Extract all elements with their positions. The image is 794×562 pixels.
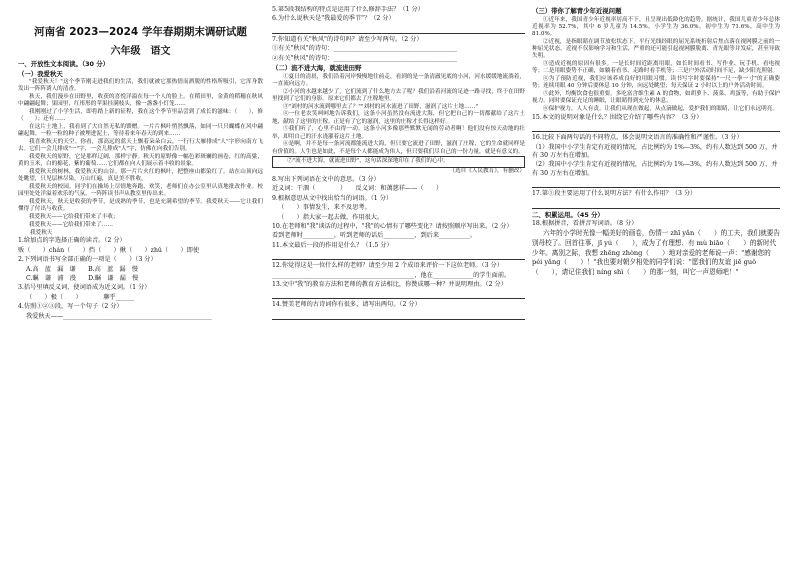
passage-paragraph: ⑤我们听了，心里不由得一动。这条小河多像那些默默无闻的劳动者啊！他们没有惊天动地的壮举，却用自己的汗水浇灌着这片土地。 bbox=[272, 126, 525, 140]
answer-line[interactable] bbox=[532, 200, 780, 209]
question-10: 10.在老师和"我"谈话的过程中，"我"的心情有了哪些变化？请按照顺序写出来。（2 分） bbox=[272, 222, 513, 230]
question-12: 12.你觉得这是一位什么样的老师？请至少用 2 个成语来评价一下这位老师。（3 分） bbox=[272, 262, 503, 270]
passage-paragraph: ④一位老农笑呵呵地告诉我们，这条小河虽然没有流进大海，但它把自己的一切都献给了这片土地，献给了这里的庄稼。正是有了它的滋润，这里的庄稼才长得这样好。 bbox=[272, 111, 525, 125]
question-16-b: （2）我国中小学生肯定有近视的情况，占比例约为 1%—3%，约有人数达到 500 万，并有 30 万左右在增加。 bbox=[532, 161, 778, 177]
question-12-line[interactable]: ______________________________________________，他在_____________的学生面前。 bbox=[272, 271, 511, 279]
question-16-a: （1）我国中小学生肯定有近视的情况，占比例约为 1%—3%，约有人数达到 500 万，并有 30 万左右在增加。 bbox=[532, 143, 778, 159]
passage-paragraph: ③"刘村的河水流到哪里去了？""刘村的河水流进了田野，滋润了这片土地……" bbox=[283, 103, 478, 110]
question-7-line-b[interactable]: ②有关"秋风"的诗句：________________________________________ bbox=[272, 54, 458, 62]
answer-line[interactable] bbox=[272, 25, 525, 34]
section-heading-reading: 一、开放性文本阅读。（30 分） bbox=[18, 60, 109, 68]
question-10-line[interactable]: 看到老师时__________，听到老师的话后__________，到后来__________。 bbox=[272, 232, 477, 240]
question-3-blanks[interactable]: （ ）极（ ） 聊乎______ bbox=[26, 293, 135, 301]
passage-paragraph: ⑥是啊，并不是每一条河流都能流进大海，但只要它流进了田野，滋润了庄稼，它的生命就同样是有价值的。人生也是如此，不是每个人都能成为伟人，但只要我们尽自己的一份力量，就是有意义的。 bbox=[272, 141, 525, 155]
question-8: 8.写出下列词语在文中的意思。（3 分） bbox=[272, 175, 380, 183]
passage-paragraph: 我刚刚过了小学生活，即将踏上新的征程，我在这个季节里品尝到了成长的滋味：（ ），修（ ）；还有…… bbox=[18, 109, 263, 123]
question-9-a[interactable]: （ ）事情发生，来不及思考。 bbox=[278, 204, 371, 212]
passage-author: 我爱秋天 bbox=[30, 229, 53, 236]
question-14: 14.赞美老师的古诗词你有很多，请写出两句。（2 分） bbox=[272, 301, 421, 309]
question-18: 18.根据拼音，看拼音写词语。（8 分） bbox=[532, 220, 638, 228]
passage-paragraph: ②近视，是指眼睛在调节放松状态下，平行光线经眼的屈光系统折射后焦点落在视网膜之前的一种屈光状态。近视不仅影响学习和生活，严重的还可能引起视网膜脱离、青光眼等并发症，甚至导致失明。 bbox=[532, 38, 780, 60]
passage-paragraph: ②小河的水越来越少了，它们流到了什么地方去了呢？我们沿着河流的足迹一路寻找，终于在田野里找到了它们的身影。原来它们都去了庄稼地里。 bbox=[272, 88, 525, 102]
passage-paragraph: ①近年来，我国青少年近视率居高不下，且呈现出低龄化的趋势。据统计，我国儿童青少年总体近视率为 52.7%，其中 6 岁儿童为 14.5%，小学生为 36.0%，初中生为 71.6%，高中生为 81.0%。 bbox=[532, 16, 780, 37]
answer-line[interactable] bbox=[272, 290, 525, 299]
question-6: 6.为什么说秋天是"我最爱的季节"？（2 分） bbox=[272, 15, 395, 23]
exam-subtitle: 六年级 语文 bbox=[110, 46, 171, 57]
passage-source-note: （选自《人民教育》，有删改） bbox=[449, 168, 525, 175]
question-15: 15.本文的说明对象是什么？围绕它介绍了哪些内容？（3 分） bbox=[532, 113, 703, 121]
passage-paragraph: 我喜欢秋天的天空。你看，那高远的蓝天上飘着朵朵白云，一行行大雁排成"人"字形向南方飞去。它们一会儿排成"一"字，一会儿排成"人"字，仿佛在向我们告别。 bbox=[18, 139, 263, 153]
answer-line[interactable] bbox=[272, 311, 525, 320]
question-13: 13.文中"我"的教育方法和老师的教育方法相比，你赞成哪一种？并说明理由。（2 分） bbox=[272, 280, 507, 288]
question-16: 16.比较下面两句话的不同特点，体会说明文语言的准确性和严谨性。（3 分） bbox=[532, 134, 743, 142]
question-7-line-a[interactable]: ①有关"秋风"的诗句：________________________________________ bbox=[272, 45, 458, 53]
column-middle bbox=[272, 6, 525, 558]
passage-title-myopia: （三）带你了解青少年近视问题 bbox=[532, 7, 622, 15]
question-4-answer-line[interactable]: 我爱秋天——________________________________________________ bbox=[26, 312, 212, 320]
passage-paragraph: 我爱秋天的校园。同学们在操场上尽情地奔跑、欢笑，老师们在办公室里认真地批改作业。校园里处处洋溢着欢乐的气氛，一阵阵读书声从教室里传出来。 bbox=[18, 184, 263, 198]
question-7: 7.你知道有关"秋风"的诗句吗？请至少写两句。（2 分） bbox=[272, 35, 423, 43]
passage-paragraph: 我爱秋天的树林，我爱秋天的山谷。那一片片火红的枫叶，把整座山都染红了。站在山顶向远处眺望，只见层林尽染，万山红遍，真是美不胜收。 bbox=[18, 169, 263, 183]
question-9-b[interactable]: （ ）指大家一起去做，作用很大。 bbox=[278, 213, 384, 221]
question-11: 11.本文最后一段的作用是什么？（1.5 分） bbox=[272, 241, 393, 249]
answer-line[interactable] bbox=[272, 251, 525, 260]
question-2: 2.下列词语书写全部正确的一项是（ ）（3 分） bbox=[18, 256, 157, 264]
question-17: 17.第①段主要运用了什么说明方法？有什么作用？（3 分） bbox=[532, 190, 697, 198]
question-18-text[interactable]: 六年的小学时光像一幅美好的画卷，伤情一 zhī yǎn（ ）的工夫，我们就要告别母校了。回首往事，jī yú（ ），成为了有理想、有 mù biāo（ ）的新时代少年。离别之际，我想 zhēng zhòng（ ）地对亲爱的老师说一声："感谢您的 péi yǎng（ ）！"我也要对朝夕相处的同学们说："愿我们的友谊 jiē guǒ（ ），请记住我们 níng shì（ ）的那一刻，叫它一声恩师吧！" bbox=[532, 229, 780, 276]
passage-paragraph: "我爱秋天！"这个季节刚走进我们的生活，我们就被它那热情而洒脱的性格所吸引，它浑身散发出一阵阵诱人的清香。 bbox=[18, 79, 263, 93]
question-8-blanks[interactable]: 近义词：干涸（ ） 反义词：和蔼慈祥——（ ） bbox=[272, 185, 443, 193]
passage-paragraph: ⑥保护视力，人人有责。让我们从现在做起，从点滴做起，爱护我们的眼睛，让它们永远明亮。 bbox=[543, 105, 778, 112]
question-5: 5.第5段我结构的特点是运用了什么修辞手法？（1 分） bbox=[272, 6, 424, 13]
passage-title-river: （二）流不进大海，就流进田野 bbox=[272, 64, 362, 73]
section-heading-accumulation: 二、积累运用。（45 分） bbox=[532, 210, 604, 219]
question-1-options[interactable]: 贩（ ）chán（ ）挡（ ）揪（ ）zhǔ（ ）即使 bbox=[18, 246, 200, 254]
passage-paragraph: 我爱秋天的原野，它是那样辽阔，那样宁静。秋天的原野像一幅色彩斑斓的画卷，红的高粱，黄的玉米，白的棉花，紫的葡萄……它们都在向人们展示着丰收的景象。 bbox=[18, 154, 263, 168]
passage-paragraph: 我爱秋天——它给我们带来了丰收； bbox=[29, 214, 119, 220]
question-9: 9.根据意思从文中找出恰当的词语。（1 分） bbox=[272, 194, 393, 202]
passage-paragraph: 我爱秋天，秋天是收获的季节，是成熟的季节，也是充满希望的季节。我爱秋天——它让我们懂得了付出与收获。 bbox=[18, 199, 263, 213]
passage-title-autumn: （一）我爱秋天 bbox=[18, 69, 63, 78]
question-2-options-ab[interactable]: A.高 蓝 漏 谦 B.高 蓝 漏 慢 bbox=[26, 265, 138, 273]
question-1: 1.给加点的字选择正确的读音。（2 分） bbox=[18, 237, 126, 245]
passage-paragraph: ①夏日的清晨，我们沿着河岸慢慢地往前走，看到的是一条清澈见底的小河，河水缓缓地流淌着，一直流向远方。 bbox=[272, 73, 525, 87]
passage-paragraph: 在这片土地上，我看到了大自然无私的馈赠。一片片枫叶悄然飘落，如同一只只蝴蝶在风中翩翩起舞。一粒一粒的种子被埋进泥土，等待着来年春天的到来…… bbox=[18, 124, 263, 138]
question-4: 4.仿照①②③段，写一个句子（2 分） bbox=[18, 303, 123, 311]
passage-paragraph: ⑤此外，均衡饮食也很重要。多吃富含维生素 A 的食物，如胡萝卜、菠菜、鸡蛋等，有助于保护视力。同时要保证充足的睡眠，让眼睛得到充分的休息。 bbox=[532, 90, 780, 105]
column-left bbox=[18, 6, 263, 558]
passage-paragraph: ④为了预防近视，我们应该养成良好的用眼习惯。读书写字时要保持"一尺一拳一寸"的正确姿势；连续用眼 40 分钟后要休息 10 分钟，向远处眺望；每天保证 2 小时以上的户外活动时间。 bbox=[532, 75, 780, 90]
passage-paragraph: ③造成近视的原因有很多。一是长时间近距离用眼，如长时间看书、写作业、玩手机、看电视等；二是用眼姿势不正确，如躺着看书、走路时看手机等；三是户外活动时间不足，缺少阳光照射。 bbox=[532, 60, 780, 75]
column-right bbox=[532, 6, 780, 558]
exam-title: 河南省 2023—2024 学年春期期末调研试题 bbox=[34, 26, 247, 38]
passage-paragraph-boxed: ⑦"流不进大海，就流进田野"，这句话深深地印在了我们的心中。 bbox=[272, 156, 525, 167]
passage-paragraph: 我爱秋天——它给我们带来了…… bbox=[29, 221, 113, 228]
question-3: 3.括号里填反义词，使词语成为近义词。（1 分） bbox=[18, 284, 151, 292]
passage-paragraph: 秋天，我们漫步在田野里，收获的喜悦洋溢在每一个人的脸上。在稻田里，金黄的稻穗在秋风中翩翩起舞；果园里，红彤彤的苹果挂满枝头，像一盏盏小灯笼…… bbox=[18, 94, 263, 108]
question-2-options-cd[interactable]: C.瞩 谦 浦 漫 D.瞩 谦 漏 慢 bbox=[26, 275, 139, 283]
answer-line[interactable] bbox=[532, 123, 780, 132]
answer-line[interactable] bbox=[532, 179, 780, 188]
